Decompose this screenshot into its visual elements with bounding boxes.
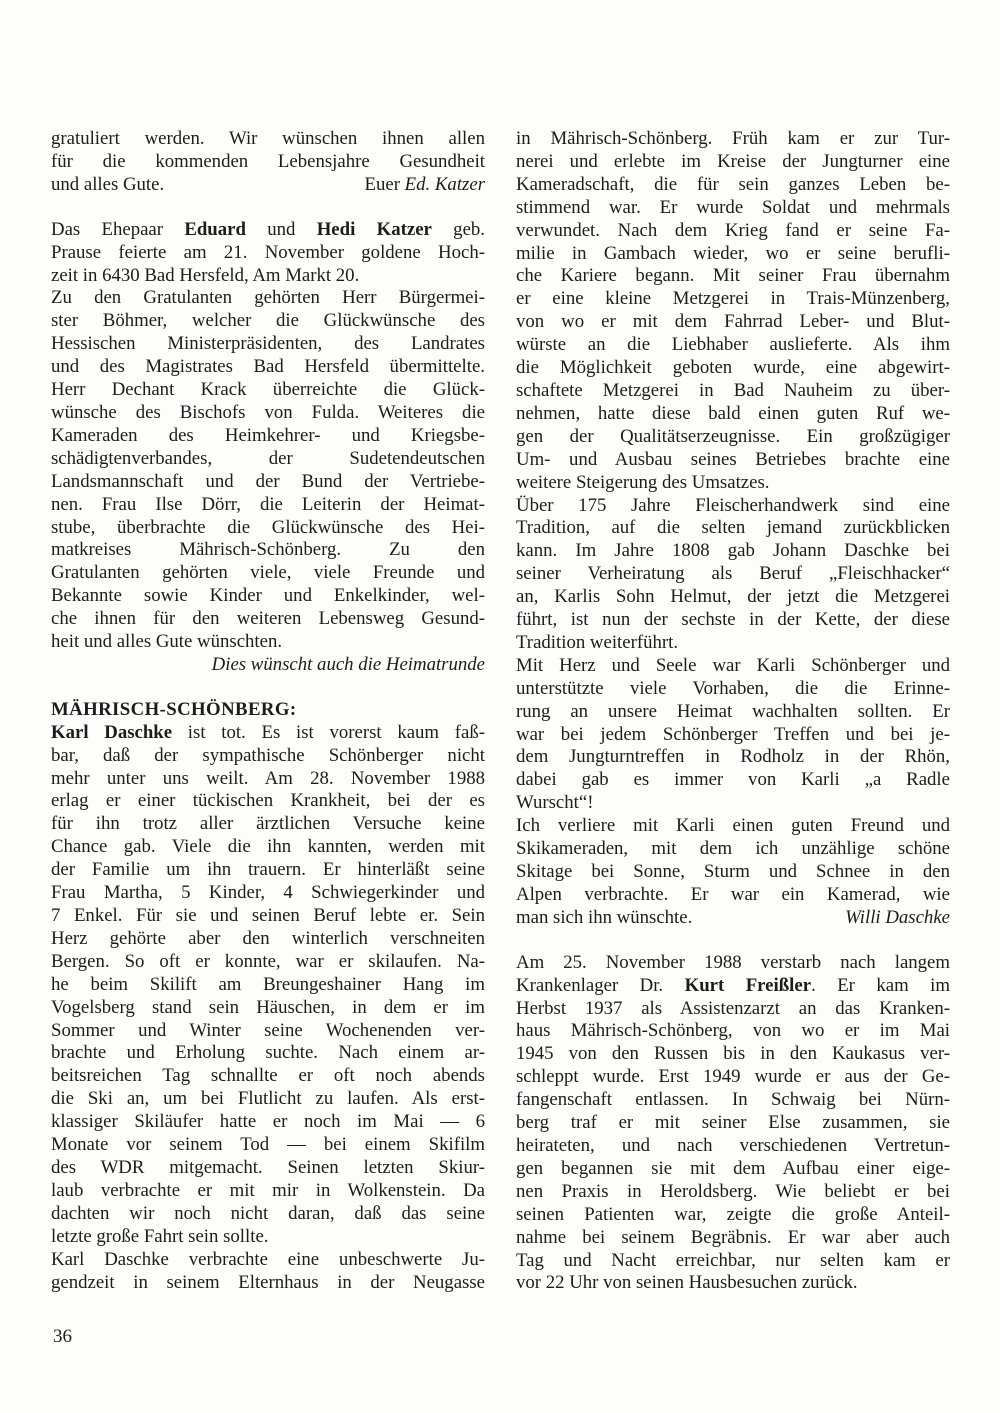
text-segment: 1945 von den Russen bis in den Kaukasus ver- <box>516 1043 950 1065</box>
text-line <box>516 861 950 884</box>
section-heading-maehrisch-schoenberg <box>51 699 485 722</box>
text-line <box>516 495 950 518</box>
text-line <box>516 334 950 357</box>
text-line <box>51 219 485 242</box>
text-segment: erlag er einer tückischen Krankheit, bei der es <box>51 790 485 812</box>
text-line <box>51 1134 485 1157</box>
page-number: 36 <box>53 1326 72 1347</box>
text-segment: war bei jedem Schönberger Treffen und bei je- <box>516 723 950 745</box>
text-line <box>51 562 485 585</box>
text-line <box>516 128 950 151</box>
text-line <box>51 1226 485 1249</box>
text-segment: nen. Frau Ilse Dörr, die Leiterin der Heimat- <box>51 493 485 515</box>
text-segment: Bergen. So oft er konnte, war er skilaufen. Na- <box>51 950 485 972</box>
text-segment: geb. <box>431 218 485 240</box>
text-line <box>516 998 950 1021</box>
text-segment: Skikameraden, mit dem ich unzählige schöne <box>516 838 950 860</box>
text-line <box>51 265 485 288</box>
text-line <box>516 357 950 380</box>
text-segment: kann. Im Jahre 1808 gab Johann Daschke bei <box>516 540 950 562</box>
text-line <box>516 884 950 907</box>
text-segment: beitsreichen Tag schnallte er oft noch abends <box>51 1065 485 1087</box>
text-line <box>516 1272 950 1295</box>
text-line <box>516 724 950 747</box>
text-line <box>516 678 950 701</box>
text-segment: milie in Gambach wieder, wo er seine berufli- <box>516 242 950 264</box>
text-line <box>51 174 485 197</box>
text-segment: nahme bei seinem Begräbnis. Er war aber auch <box>516 1226 950 1248</box>
text-segment: ist tot. Es ist vorerst kaum faß- <box>172 721 485 743</box>
text-segment: gendzeit in seinem Elternhaus in der Neugasse <box>51 1271 485 1293</box>
text-segment: führt, ist nun der sechste in der Kette, der diese <box>516 609 950 631</box>
text-line <box>51 882 485 905</box>
text-segment: letzte große Fahrt sein sollte. <box>51 1225 269 1247</box>
text-segment: haus Mährisch-Schönberg, von wo er im Mai <box>516 1020 950 1042</box>
text-segment: Hedi Katzer <box>316 218 432 240</box>
text-segment: die Möglichkeit geboten wurde, eine abgewirt- <box>516 357 950 379</box>
text-segment: zeit in 6430 Bad Hersfeld, Am Markt 20. <box>51 264 360 286</box>
text-line <box>516 1043 950 1066</box>
text-segment: Karl Daschke <box>51 721 173 743</box>
text-segment: in Mährisch-Schönberg. Früh kam er zur Tur- <box>516 128 950 149</box>
text-line <box>51 836 485 859</box>
text-segment: Über 175 Jahre Fleischerhandwerk sind eine <box>516 494 950 516</box>
text-segment: stimmend war. Er wurde Soldat und mehrmals <box>516 196 950 218</box>
text-line <box>51 1042 485 1065</box>
text-segment: Landsmannschaft und der Bund der Vertriebe- <box>51 470 485 492</box>
text-segment: Das Ehepaar <box>51 218 185 240</box>
text-line <box>51 859 485 882</box>
text-line <box>51 1203 485 1226</box>
text-line <box>516 1227 950 1250</box>
text-segment: des WDR mitgemacht. Seinen letzten Skiur- <box>51 1156 485 1178</box>
text-segment: Alpen verbrachte. Er war ein Kamerad, wie <box>516 883 950 905</box>
text-segment: Mit Herz und Seele war Karli Schönberger und <box>516 654 950 676</box>
text-segment: he beim Skilift am Breungeshainer Hang im <box>51 973 485 995</box>
text-segment: Skitage bei Sonne, Sturm und Schnee in den <box>516 861 950 882</box>
text-segment: che Kariere begann. Mit seiner Frau übernahm <box>516 265 950 287</box>
text-line <box>51 631 485 654</box>
text-segment: Monate vor seinem Tod — bei einem Skifilm <box>51 1134 485 1156</box>
text-segment: Sommer und Winter seine Wochenenden ver- <box>51 1019 485 1041</box>
text-line <box>516 1204 950 1227</box>
text-segment: Kameradschaft, die für sein ganzes Leben be- <box>516 173 950 195</box>
text-line <box>51 471 485 494</box>
text-line <box>516 265 950 288</box>
text-line <box>516 220 950 243</box>
text-segment: mehr unter uns weilt. Am 28. November 1988 <box>51 767 485 789</box>
text-segment: an, Karlis Sohn Helmut, der jetzt die Metzgerei <box>516 586 950 608</box>
text-line <box>516 792 950 815</box>
text-segment: für ihn trotz aller ärztlichen Versuche keine <box>51 813 485 835</box>
text-segment: laub verbrachte er mit mir in Wolkenstein. Da <box>51 1179 485 1201</box>
text-line <box>516 288 950 311</box>
text-line <box>516 197 950 220</box>
text-line <box>516 1112 950 1135</box>
text-segment: Herbst 1937 als Assistenzarzt an das Kranken- <box>516 997 950 1019</box>
text-segment: man sich ihn wünschte. <box>516 906 693 928</box>
text-segment: Herz gehörte aber den winterlich verschneiten <box>51 927 485 949</box>
text-line <box>51 722 485 745</box>
text-segment: nen Praxis in Heroldsberg. Wie beliebt er bei <box>516 1180 950 1202</box>
text-segment: berg traf er mit seiner Else zusammen, sie <box>516 1112 950 1134</box>
text-line <box>51 242 485 265</box>
text-line <box>516 1020 950 1043</box>
text-segment: der Familie um ihn trauern. Er hinterläßt seine <box>51 859 485 881</box>
text-line <box>51 745 485 768</box>
text-line <box>51 905 485 928</box>
text-segment: MÄHRISCH-SCHÖNBERG: <box>51 698 297 720</box>
text-line <box>51 310 485 333</box>
text-line <box>51 790 485 813</box>
text-segment: und des Magistrates Bad Hersfeld übermittelte. <box>51 356 485 378</box>
text-line <box>51 1088 485 1111</box>
text-line <box>51 356 485 379</box>
text-segment: Krankenlager Dr. <box>516 974 685 996</box>
text-segment: ster Böhmer, welcher die Glückwünsche des <box>51 310 485 332</box>
text-line <box>516 838 950 861</box>
text-segment: brachte und Erholung suchte. Nach einem ar- <box>51 1042 485 1064</box>
text-line <box>51 768 485 791</box>
text-line <box>516 815 950 838</box>
text-line <box>516 746 950 769</box>
text-line <box>516 472 950 495</box>
text-segment: dachten wir noch nicht daran, daß das seine <box>51 1202 485 1224</box>
text-line <box>516 517 950 540</box>
text-segment: Chance gab. Viele die ihn kannten, werden mit <box>51 836 485 858</box>
text-segment: verwundet. Nach dem Krieg fand er seine Fa- <box>516 219 950 241</box>
text-segment: für die kommenden Lebensjahre Gesundheit <box>51 150 485 172</box>
text-segment: Gratulanten gehörten viele, viele Freunde und <box>51 562 485 584</box>
text-line <box>516 586 950 609</box>
text-line <box>516 449 950 472</box>
karl-daschke-obituary-continued <box>516 128 950 930</box>
text-segment: von wo er mit dem Fahrrad Leber- und Blut- <box>516 311 950 333</box>
text-line <box>51 1249 485 1272</box>
text-line <box>51 425 485 448</box>
text-line <box>516 1181 950 1204</box>
text-line <box>51 1272 485 1295</box>
text-line <box>516 1250 950 1273</box>
text-line <box>516 952 950 975</box>
text-segment: heirateten, und nach verschiedenen Vertretun- <box>516 1134 950 1156</box>
text-line <box>516 1135 950 1158</box>
text-segment: Tag und Nacht erreichbar, nur selten kam er <box>516 1249 950 1271</box>
right-column <box>516 128 950 1295</box>
text-segment: klassiger Skiläufer hatte er noch im Mai — 6 <box>51 1111 485 1133</box>
text-line <box>516 1089 950 1112</box>
text-line <box>516 1158 950 1181</box>
text-segment: Herr Dechant Krack überreichte die Glück- <box>51 379 485 401</box>
text-segment: dabei gab es immer von Karli „a Radle <box>516 769 950 791</box>
text-segment: Tradition, auf die selten jemand zurückblicken <box>516 517 950 539</box>
text-line <box>516 151 950 174</box>
text-line <box>51 1180 485 1203</box>
text-segment: Dies wünscht auch die Heimatrunde <box>211 653 485 675</box>
text-segment: Prause feierte am 21. November goldene Hoch- <box>51 241 485 263</box>
text-segment: und <box>245 218 317 240</box>
text-line <box>516 380 950 403</box>
text-segment: schädigtenverbandes, der Sudetendeutschen <box>51 447 485 469</box>
text-segment: Ich verliere mit Karli einen guten Freund und <box>516 815 950 837</box>
text-line <box>516 563 950 586</box>
text-line <box>516 609 950 632</box>
text-line <box>516 1066 950 1089</box>
text-segment: Karl Daschke verbrachte eine unbeschwerte Ju- <box>51 1248 485 1270</box>
text-line <box>51 517 485 540</box>
kurt-freissler-obituary <box>516 952 950 1296</box>
text-segment: Kurt Freißler <box>684 974 812 996</box>
text-segment: Um- und Ausbau seines Betriebes brachte eine <box>516 448 950 470</box>
text-line <box>51 654 485 677</box>
text-segment: che ihnen für den weiteren Lebensweg Gesund- <box>51 608 485 630</box>
text-segment: Zu den Gratulanten gehörten Herr Bürgermei- <box>51 287 485 309</box>
text-line <box>516 403 950 426</box>
text-columns <box>51 128 950 1295</box>
text-segment: Am 25. November 1988 verstarb nach langem <box>516 951 950 973</box>
text-line <box>51 1065 485 1088</box>
left-column <box>51 128 485 1295</box>
text-line <box>516 426 950 449</box>
text-segment: . Er kam im <box>811 974 951 996</box>
text-segment: Tradition weiterführt. <box>516 631 679 653</box>
text-segment: schaftete Metzgerei in Bad Nauheim zu über- <box>516 379 950 401</box>
text-line <box>51 379 485 402</box>
text-line <box>51 951 485 974</box>
text-segment: dem Jungturntreffen in Rodholz in der Rhön, <box>516 746 950 768</box>
text-segment: Hessischen Ministerpräsidenten, des Landrates <box>51 333 485 355</box>
text-line <box>516 701 950 724</box>
text-line <box>516 655 950 678</box>
text-line <box>516 769 950 792</box>
text-segment: stube, überbrachte die Glückwünsche des Hei- <box>51 516 485 538</box>
text-segment: vor 22 Uhr von seinen Hausbesuchen zurück. <box>516 1272 858 1294</box>
text-segment: Vogelsberg stand sein Häuschen, in dem er im <box>51 996 485 1018</box>
text-segment: unterstützte viele Vorhaben, die die Erinne- <box>516 677 950 699</box>
text-segment: Ed. Katzer <box>404 173 485 195</box>
text-line <box>516 540 950 563</box>
text-line <box>51 402 485 425</box>
text-segment: wünsche des Bischofs von Fulda. Weiteres die <box>51 401 485 423</box>
text-segment: nehmen, hatte diese bald einen guten Ruf we- <box>516 402 950 424</box>
text-line <box>51 585 485 608</box>
text-line <box>516 243 950 266</box>
text-segment: rung an unsere Heimat wachhalten sollten. Er <box>516 700 950 722</box>
text-line <box>51 333 485 356</box>
text-line <box>51 539 485 562</box>
text-segment: schleppt wurde. Erst 1949 wurde er aus der Ge- <box>516 1066 950 1088</box>
text-line <box>516 311 950 334</box>
text-segment: gen begannen sie mit dem Aufbau einer eige- <box>516 1157 950 1179</box>
text-line <box>51 928 485 951</box>
text-segment: fangenschaft entlassen. In Schwaig bei Nürn- <box>516 1089 950 1111</box>
text-line <box>51 608 485 631</box>
text-line <box>51 1157 485 1180</box>
golden-wedding-katzer <box>51 219 485 677</box>
text-segment: die Ski an, um bei Flutlicht zu laufen. Als erst- <box>51 1088 485 1110</box>
text-segment: würste an die Liebhaber auslieferte. Als ihm <box>516 334 950 356</box>
text-line <box>51 1020 485 1043</box>
text-segment: heit und alles Gute wünschten. <box>51 631 283 653</box>
text-line <box>51 494 485 517</box>
text-segment: gen der Qualitätserzeugnisse. Ein großzügiger <box>516 425 950 447</box>
text-segment: seinen Patienten war, zeigte die große Anteil- <box>516 1203 950 1225</box>
text-segment: Frau Martha, 5 Kinder, 4 Schwiegerkinder und <box>51 882 485 904</box>
text-segment: seiner Verheiratung als Beruf „Fleischhacker“ <box>516 563 950 585</box>
text-segment: weitere Steigerung des Umsatzes. <box>516 471 770 493</box>
text-line <box>51 287 485 310</box>
text-segment: Euer <box>364 173 405 195</box>
text-segment: Bekannte sowie Kinder und Enkelkinder, wel- <box>51 585 485 607</box>
text-segment: Wurscht“! <box>516 792 594 814</box>
text-line <box>516 975 950 998</box>
text-line <box>516 174 950 197</box>
katzer-congratulation-end <box>51 128 485 197</box>
text-line <box>51 1111 485 1134</box>
karl-daschke-obituary <box>51 722 485 1295</box>
text-line <box>51 997 485 1020</box>
text-segment: er eine kleine Metzgerei in Trais-Münzenberg, <box>516 288 950 310</box>
text-line <box>516 907 950 930</box>
text-segment: Eduard <box>184 218 246 240</box>
text-segment: nerei und erlebte im Kreise der Jungturner eine <box>516 150 950 172</box>
text-segment: und alles Gute. <box>51 173 165 195</box>
text-line <box>51 151 485 174</box>
text-segment: 7 Enkel. Für sie und seinen Beruf lebte er. Sein <box>51 905 485 926</box>
text-segment: Kameraden des Heimkehrer- und Kriegsbe- <box>51 424 485 446</box>
section-heading <box>51 699 485 722</box>
text-line <box>51 813 485 836</box>
text-segment: bar, daß der sympathische Schönberger nicht <box>51 744 485 766</box>
text-line <box>516 632 950 655</box>
text-segment: Willi Daschke <box>845 906 950 928</box>
text-line <box>51 974 485 997</box>
text-segment: gratuliert werden. Wir wünschen ihnen allen <box>51 128 485 149</box>
text-segment: matkreises Mährisch-Schönberg. Zu den <box>51 539 485 561</box>
text-line <box>51 128 485 151</box>
text-line <box>51 448 485 471</box>
